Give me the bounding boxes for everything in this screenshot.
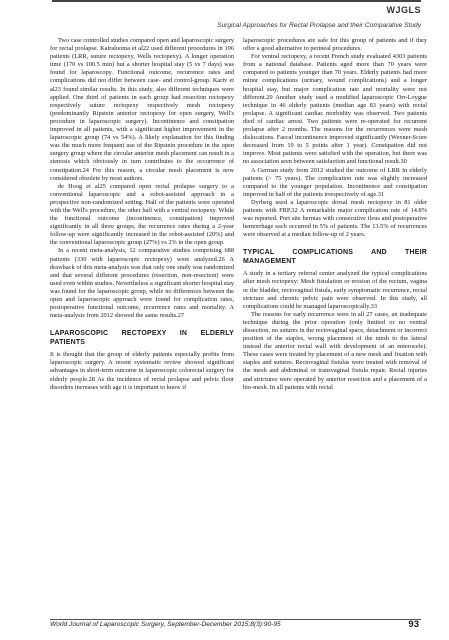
footer-citation: World Journal of Laparoscopic Surgery, September-December 2015;8(3):90-95 (50, 621, 281, 628)
right-column (243, 37, 427, 392)
page-number: 93 (408, 619, 419, 630)
footer-rule (50, 619, 421, 620)
paragraph: de Hoog et al25 compared open rectal prolapse surgery to a conventional laparoscopic and a robot-assisted approach in a prospective non-randomized setting. Half of the patients were operated with the Well's procedure, the other half with a ventral rectopexy. While the functional outcome (incontinence, constipation) improved significantly in all three groups, the recurrence rates during a 2-year follow-up were significantly increased in the robot-assisted (20%) and the conventional laparoscopic group (27%) vs 2% in the open group. (50, 182, 234, 247)
paragraph: laparoscopic procedures are safe for this group of patients and if they offer a good alternative to perineal procedures. (243, 37, 427, 53)
left-column (50, 37, 234, 392)
journal-abbreviation: WJGLS (386, 5, 421, 15)
header-rule (52, 0, 421, 10)
paragraph: In a recent meta-analysis, 12 comparative studies comprising 688 patients (330 with laparoscopic rectopexy) were analyzed.26 A drawback of this meta-analysis was that only one study was randomized and that several different procedures (resection, non-resection) were used even within studies. Nevertheless a significant shorter hospital stay was found for the laparoscopic group, while no differences between the open and laparoscopic approach were found for complication rates, postoperative functional outcome, recurrence rates and mortality. A meta-analysis from 2012 showed the same results.27 (50, 247, 234, 320)
section-heading: LAPAROSCOPIC RECTOPEXY IN ELDERLY PATIENTS (50, 330, 234, 347)
paragraph: The reasons for early recurrence were in all 27 cases, an inadequate technique during the prior operation (only limited or no ventral dissection, no sutures in the rectovaginal space, detachment or incorrect position of the staples, wrong placement of the mesh to the lateral instead the anterior rectal wall with development of an enterocele). These cases were treated by placement of a new mesh and fixation with staples and sutures. Rectovaginal fistulas were treated with removal of the mesh and abdominal or transvaginal fistula repair. Rectal injuries and strictures were operated by anterior resection and a placement of a bio-mesh. In all patients with rectal (243, 310, 427, 391)
running-title: Surgical Approaches for Rectal Prolapse and their Comparative Study (217, 22, 421, 29)
paragraph: A study in a tertiary referral center analyzed the typical complications after mesh rectopexy: Mesh fistulation or erosion of the rectum, vagina or the bladder, rectovaginal fistula, early symptomatic recurrence, rectal stricture and chronic pelvic pain were observed. In this study, all complications could be managed laparoscopically.33 (243, 270, 427, 310)
paragraph: Two case controlled studies compared open and laparoscopic surgery for rectal prolapse. Kairaluoma et al22 used different procedures in 106 patients (LRR, suture rectopexy, Wells rectopexy). A longer operation time (170 vs 100.5 min) but a shorter hospital stay (5 vs 7 days) was found for laparoscopy. Functional outcome, recurrence rates and complications did not differ between case- and control-group. Kariv et al23 found similar results. In this study, also different techniques were applied. One third of patients in each group had resection rectopexy respectively suture rectopexy respectively mesh rectopexy (predominantly Ripstein anterior rectopexy for open surgery, Well's procedure in laparoscopic surgery). Incontinence and constipation improved in all patients, with a significant higher improvement in the laparoscopic group (74 vs 54%). A likely explanation for this finding was the much more frequent use of the Ripstein procedure in the open surgery group where the circular anterior mesh placement can result in a stenosis which obviously in turn contributes to the occurrence of constipation.24 For this reason, a circular mesh placement is now considered obsolete by most authors. (50, 37, 234, 182)
paragraph: For ventral rectopexy, a recent French study evaluated 4303 patients from a national database. Patients aged more than 70 years were compared to patients younger than 70 years. Elderly patients had more minor complications (urinary, wound complications) and a longer hospital stay, but major complication rate and mortality were not different.29 Another study used a modified laparoscopic Orr-Loygue technique in 46 elderly patients (median age 83 years) with rectal prolapse. A significant cardiac morbidity was observed. Two patients died of cardiac arrest. Two patients were re-operated for recurrent prolapse after 2 months. The reasons for the recurrences were mesh dislocations. Faecal incontinence improved significantly (Wexner-Score decreased from 19 to 5 points after 1 year). Constipation did not improve. Most patients were satisfied with the operation, but there was no association seen between satisfaction and functional result.30 (243, 53, 427, 166)
paragraph: A German study from 2012 studied the outcome of LRR in elderly patients (> 75 years). The complication rate was slightly increased compared to the younger population. Incontinence and constipation improved in half of the patients irrespectively of age.31 (243, 166, 427, 198)
paragraph: Dyrberg used a laparoscopic dorsal mesh rectopexy in 81 older patients with FRP.32 A remarkable major complication rate of 14.8% was reported. Port site hernias with consecutive ileus and postoperative hemorrhage each occurred in 5% of patients. The 13.5% of recurrences were observed at a median follow-up of 2 years. (243, 198, 427, 239)
paragraph: It is thought that the group of elderly patients especially profits from laparoscopic surgery. A recent systematic review showed significant advantages in short-term outcome in laparoscopic colorectal surgery for elderly people.28 As the incidence of rectal prolapse and pelvic floor disorders increases with age it is important to know if (50, 351, 234, 391)
section-heading: TYPICAL COMPLICATIONS AND THEIR MANAGEMENT (243, 249, 427, 266)
